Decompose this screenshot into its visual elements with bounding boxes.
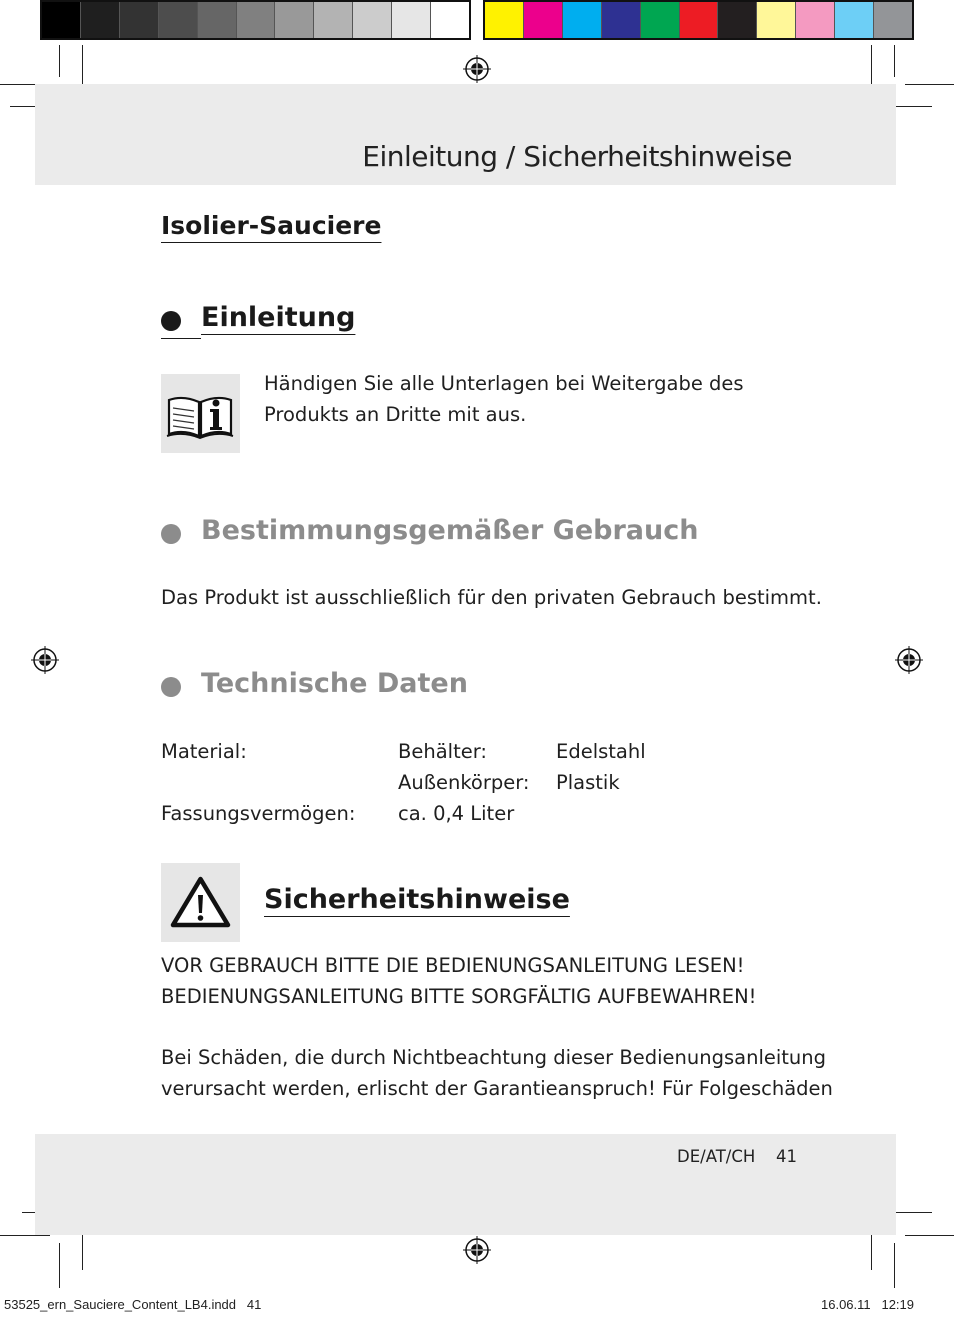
section-heading-sicherheitshinweise: Sicherheitshinweise	[264, 884, 570, 915]
crop-mark	[59, 1243, 60, 1288]
text-line: Händigen Sie alle Unterlagen bei Weitergabe des	[264, 372, 744, 395]
color-swatch	[796, 2, 835, 38]
color-swatch	[431, 2, 469, 38]
table-row	[161, 736, 761, 767]
color-swatch	[81, 2, 120, 38]
footer-locale: DE/AT/CH	[677, 1147, 756, 1166]
color-swatch	[485, 2, 524, 38]
color-swatch	[159, 2, 198, 38]
gebrauch-text: Das Produkt ist ausschließlich für den privaten Gebrauch bestimmt.	[161, 586, 822, 609]
color-swatch	[563, 2, 602, 38]
text-line: BEDIENUNGSANLEITUNG BITTE SORGFÄLTIG AUFBEWAHREN!	[161, 985, 757, 1008]
color-swatch	[42, 2, 81, 38]
safety-caps-text	[161, 950, 756, 1012]
color-calibration-bar	[483, 0, 914, 40]
crop-mark	[894, 45, 895, 77]
color-swatch	[718, 2, 757, 38]
color-swatch	[314, 2, 353, 38]
color-swatch	[874, 2, 912, 38]
text-line: VOR GEBRAUCH BITTE DIE BEDIENUNGSANLEITUNG LESEN!	[161, 954, 745, 977]
table-cell: Fassungsvermögen:	[161, 802, 356, 825]
color-swatch	[524, 2, 563, 38]
page-header-title: Einleitung / Sicherheitshinweise	[362, 140, 792, 173]
color-swatch	[198, 2, 237, 38]
color-swatch	[392, 2, 431, 38]
safety-body-text	[161, 1042, 833, 1104]
text-line: verursacht werden, erlischt der Garantieanspruch! Für Folgeschäden	[161, 1077, 833, 1100]
section-heading-technische-daten: Technische Daten	[201, 668, 468, 699]
color-swatch	[602, 2, 641, 38]
table-cell: ca. 0,4 Liter	[398, 802, 515, 825]
tech-data-table	[161, 736, 761, 829]
color-swatch	[275, 2, 314, 38]
color-swatch	[680, 2, 719, 38]
color-swatch	[353, 2, 392, 38]
warning-triangle-icon	[161, 863, 240, 942]
slug-filename: 53525_ern_Sauciere_Content_LB4.indd 41	[4, 1297, 262, 1312]
color-swatch	[757, 2, 796, 38]
table-cell: Edelstahl	[556, 740, 646, 763]
table-row	[161, 767, 761, 798]
color-swatch	[120, 2, 159, 38]
footer-band	[35, 1134, 896, 1235]
crop-mark	[905, 84, 954, 85]
table-cell: Plastik	[556, 771, 620, 794]
registration-mark-icon	[31, 646, 59, 674]
heading-underline	[161, 338, 201, 339]
table-cell: Außenkörper:	[398, 771, 530, 794]
text-line: Bei Schäden, die durch Nichtbeachtung dieser Bedienungsanleitung	[161, 1046, 827, 1069]
bullet-dot	[161, 524, 181, 544]
registration-mark-icon	[895, 646, 923, 674]
registration-mark-icon	[463, 55, 491, 83]
slug-date: 16.06.11 12:19	[821, 1297, 915, 1312]
crop-mark	[59, 45, 60, 77]
color-swatch	[835, 2, 874, 38]
table-cell: Material:	[161, 740, 247, 763]
section-heading-einleitung: Einleitung	[201, 302, 356, 333]
info-book-icon	[161, 374, 240, 453]
crop-mark	[0, 1235, 50, 1236]
page-number: 41	[776, 1147, 797, 1166]
document-title: Isolier-Sauciere	[161, 211, 382, 240]
color-swatch	[237, 2, 276, 38]
crop-mark	[894, 1243, 895, 1288]
color-swatch	[641, 2, 680, 38]
bullet-dot	[161, 677, 181, 697]
registration-mark-icon	[463, 1236, 491, 1264]
section-heading-gebrauch: Bestimmungsgemäßer Gebrauch	[201, 515, 699, 546]
grayscale-calibration-bar	[40, 0, 471, 40]
table-cell: Behälter:	[398, 740, 487, 763]
einleitung-text	[264, 368, 744, 430]
table-row	[161, 798, 761, 829]
crop-mark	[905, 1235, 954, 1236]
bullet-dot	[161, 311, 181, 331]
text-line: Produkts an Dritte mit aus.	[264, 403, 527, 426]
